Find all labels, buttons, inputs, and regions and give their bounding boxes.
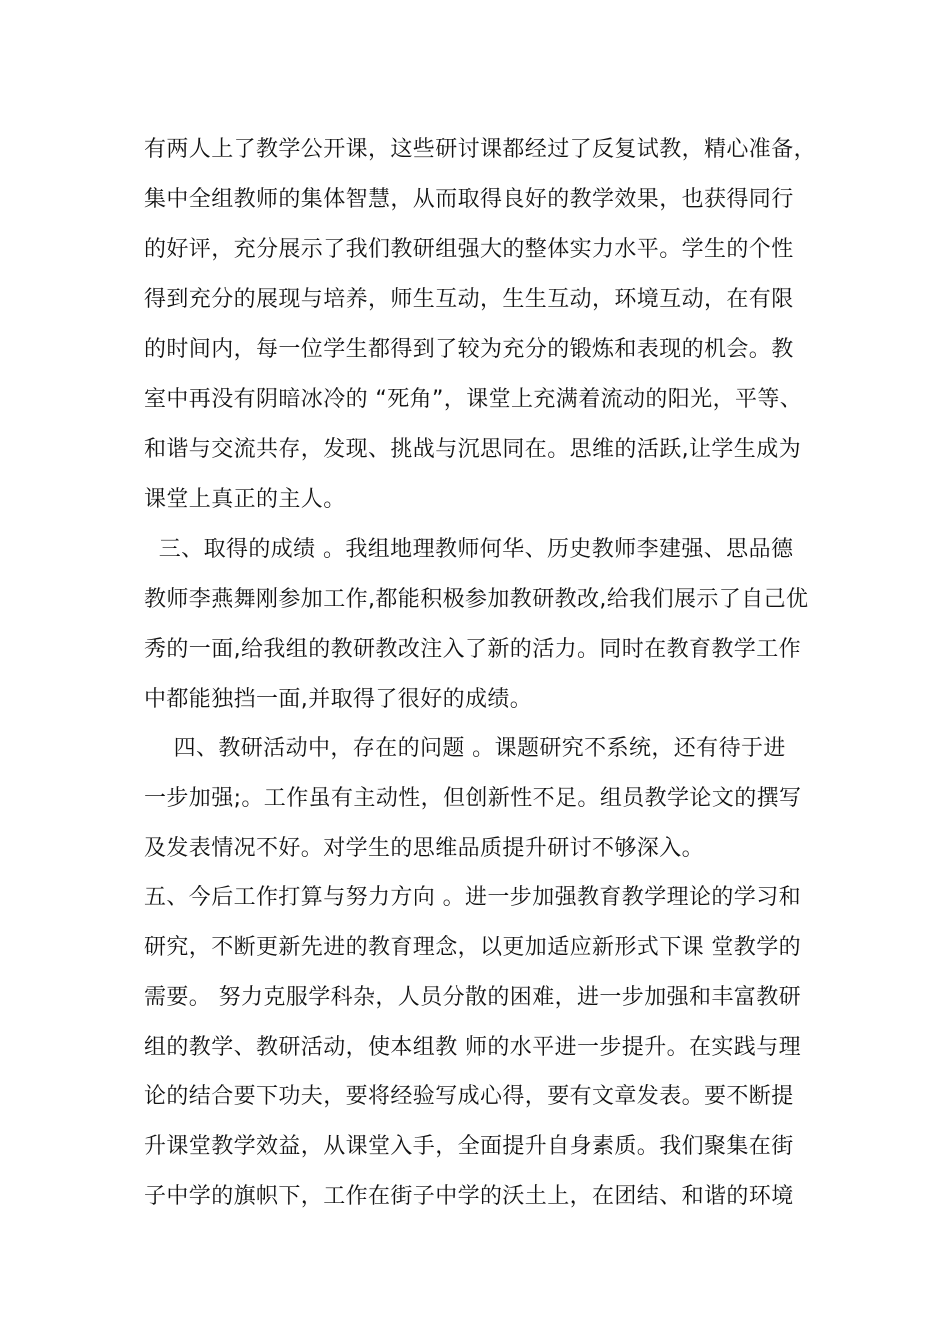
text-line: 研究，不断更新先进的教育理念，以更加适应新形式下课 堂教学的 — [144, 935, 801, 960]
text-line: 子中学的旗帜下，工作在街子中学的沃土上，在团结、和谐的环境 — [144, 1184, 794, 1209]
text-line: 秀的一面,给我组的教研教改注入了新的活力。同时在教育教学工作 — [144, 637, 801, 662]
text-line: 及发表情况不好。对学生的思维品质提升研讨不够深入。 — [144, 836, 705, 861]
text-line: 一步加强;。工作虽有主动性，但创新性不足。组员教学论文的撰写 — [144, 786, 802, 811]
text-line: 中都能独挡一面,并取得了很好的成绩。 — [144, 687, 533, 712]
text-line: 有两人上了教学公开课，这些研讨课都经过了反复试教，精心准备， — [144, 137, 817, 162]
text-line: 教师李燕舞刚参加工作,都能积极参加教研教改,给我们展示了自己优 — [144, 587, 809, 612]
text-line: 需要。 努力克服学科杂，人员分散的困难，进一步加强和丰富教研 — [144, 985, 801, 1010]
text-line: 和谐与交流共存，发现、挑战与沉思同在。思维的活跃,让学生成为 — [144, 437, 801, 462]
section-heading-line: 三、取得的成绩 。我组地理教师何华、历史教师李建强、思品德 — [144, 537, 794, 562]
text-line: 室中再没有阴暗冰冷的 “死角”，课堂上充满着流动的阳光，平等、 — [144, 387, 803, 412]
text-line: 课堂上真正的主人。 — [144, 487, 346, 512]
section-heading-line: 四、教研活动中，存在的问题 。课题研究不系统，还有待于进 — [144, 736, 786, 761]
text-line: 集中全组教师的集体智慧，从而取得良好的教学效果，也获得同行 — [144, 187, 794, 212]
text-line: 的好评，充分展示了我们教研组强大的整体实力水平。学生的个性 — [144, 237, 794, 262]
section-heading-line: 五、今后工作打算与努力方向 。进一步加强教育教学理论的学习和 — [144, 885, 801, 910]
text-line: 得到充分的展现与培养，师生互动，生生互动，环境互动，在有限 — [144, 287, 794, 312]
text-line: 论的结合要下功夫，要将经验写成心得，要有文章发表。要不断提 — [144, 1084, 794, 1109]
text-line: 升课堂教学效益，从课堂入手，全面提升自身素质。我们聚集在街 — [144, 1134, 794, 1159]
text-line: 的时间内，每一位学生都得到了较为充分的锻炼和表现的机会。教 — [144, 337, 794, 362]
text-line: 组的教学、教研活动，使本组教 师的水平进一步提升。在实践与理 — [144, 1035, 801, 1060]
